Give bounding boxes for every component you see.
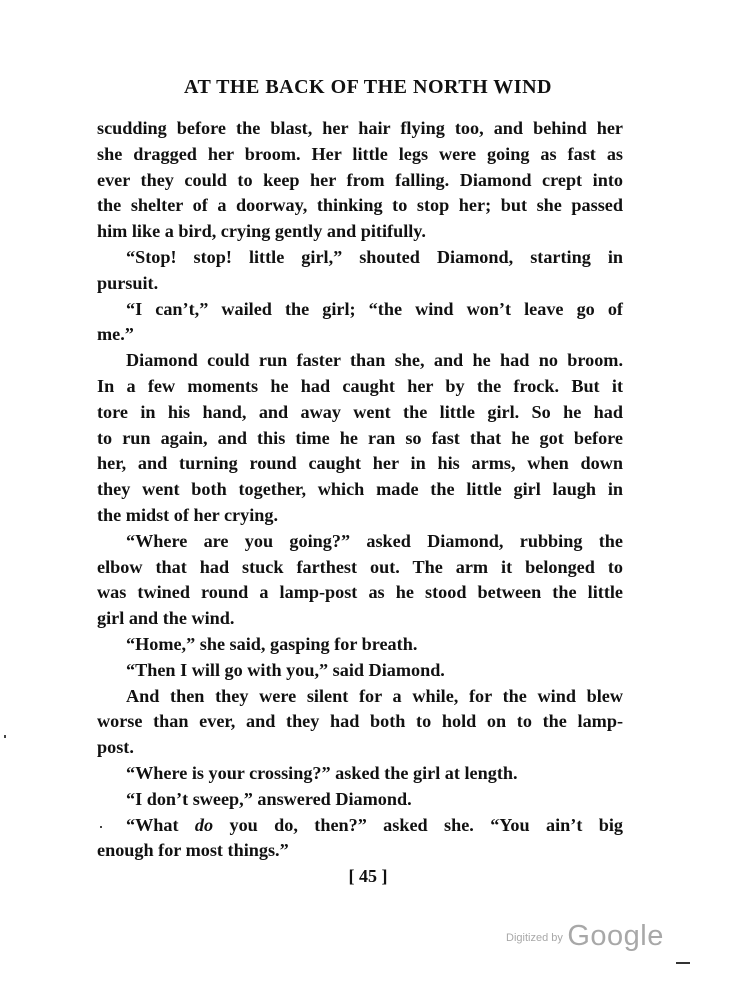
text-line: “Stop! stop! little girl,” shouted Diamond, starting in [126, 246, 623, 267]
text-line: In a few moments he had caught her by the frock. But it [97, 375, 623, 396]
scan-mark [676, 962, 690, 964]
page-number: [ 45 ] [348, 866, 388, 886]
text-line: ever they could to keep her from falling. Diamond crept into [97, 169, 623, 190]
scan-speck [4, 735, 6, 738]
text-line: tore in his hand, and away went the little girl. So he had [97, 401, 623, 422]
text-line: me.” [97, 324, 134, 345]
text-line: pursuit. [97, 272, 159, 293]
text-line: And then they were silent for a while, for the wind blew [126, 685, 623, 706]
running-head: AT THE BACK OF THE NORTH WIND [184, 76, 552, 98]
text-line: post. [97, 737, 134, 758]
text-line: the shelter of a doorway, thinking to stop her; but she passed [97, 195, 623, 216]
emphasis: do [194, 814, 214, 835]
text-line: “What do you do, then?” asked she. “You ain’t big [126, 814, 624, 835]
text-line: was twined round a lamp-post as he stood between the little [97, 582, 623, 603]
text-line: her, and turning round caught her in his arms, when down [97, 453, 623, 474]
text-line: to run again, and this time he ran so fast that he got before [97, 427, 623, 448]
text-line: the midst of her crying. [97, 504, 279, 525]
digitized-watermark [506, 920, 664, 953]
text-line: girl and the wind. [97, 608, 235, 629]
text-line: “Home,” she said, gasping for breath. [126, 633, 418, 654]
text-line: worse than ever, and they had both to hold on to the lamp- [97, 711, 623, 732]
text-line: Diamond could run faster than she, and he had no broom. [126, 350, 623, 371]
text-line: elbow that had stuck farthest out. The arm it belonged to [97, 556, 623, 577]
text-line: him like a bird, crying gently and pitifully. [97, 221, 426, 242]
text-line: “I can’t,” wailed the girl; “the wind won’t leave go of [126, 298, 623, 319]
body-text [97, 116, 623, 864]
text-line: she dragged her broom. Her little legs were going as fast as [97, 143, 623, 164]
text-line: “Then I will go with you,” said Diamond. [126, 659, 445, 680]
text-line: “Where is your crossing?” asked the girl at length. [126, 762, 518, 783]
text-line: enough for most things.” [97, 840, 289, 861]
text-line: “Where are you going?” asked Diamond, rubbing the [126, 530, 623, 551]
text-line: “I don’t sweep,” answered Diamond. [126, 788, 412, 809]
text-line: scudding before the blast, her hair flying too, and behind her [97, 118, 623, 138]
watermark-prefix: Digitized by [506, 932, 563, 944]
text-line: they went both together, which made the little girl laugh in [97, 479, 623, 500]
scan-speck [100, 826, 102, 828]
google-logo: Google [567, 920, 664, 952]
